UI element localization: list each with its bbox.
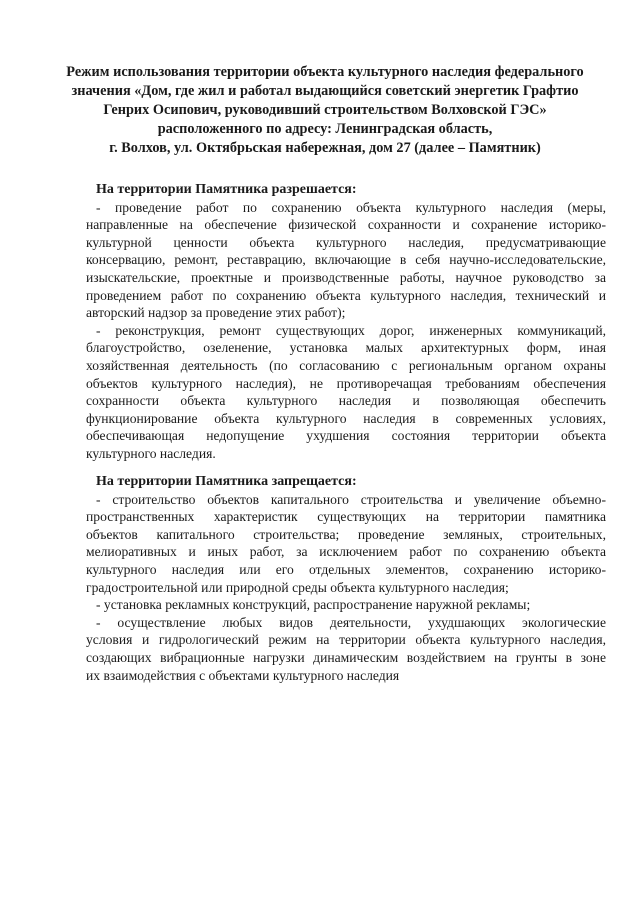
title-line: значения «Дом, где жил и работал выдающийся советский энергетик Графтио: [71, 83, 579, 99]
paragraph-line: консервацию, ремонт, реставрацию, включающие в себя научно-исследовательские,: [86, 252, 606, 268]
allowed-paragraphs: [86, 199, 606, 463]
paragraph-line: авторский надзор за проведение этих работ);: [86, 305, 346, 321]
prohibited-section: [86, 473, 606, 684]
paragraph-line: градостроительной или природной среды объекта культурного наследия;: [86, 579, 509, 595]
paragraph-line: культурной ценности объекта культурного наследия, предусматривающие: [86, 234, 606, 250]
allowed-section: [86, 181, 606, 463]
prohibited-paragraphs: [86, 491, 606, 685]
paragraph-line: функционирование объекта культурного наследия в современных условиях,: [86, 410, 606, 426]
paragraph-line: направленные на обеспечение физической сохранности и сохранение историко-: [86, 217, 606, 233]
paragraph-line: - реконструкция, ремонт существующих дорог, инженерных коммуникаций,: [96, 322, 606, 338]
paragraph-line: культурного наследия или его отдельных элементов, сохранению историко-: [86, 561, 606, 577]
paragraph-line: объектов культурного наследия), не противоречащая требованиям обеспечения: [86, 375, 606, 391]
allowed-heading: На территории Памятника разрешается:: [96, 182, 357, 197]
document-title: [60, 63, 590, 158]
title-line: расположенного по адресу: Ленинградская область,: [157, 121, 493, 137]
paragraph: [86, 596, 606, 614]
paragraph: [86, 491, 606, 597]
paragraph-line: создающих вибрационные нагрузки динамическим воздействием на грунты в зоне: [86, 649, 606, 665]
paragraph-line: хозяйственная деятельность (по согласованию с региональным органом охраны: [86, 357, 606, 373]
paragraph-line: мелиоративных и иных работ, за исключением работ по сохранению объекта: [86, 544, 606, 560]
paragraph-line: объектов капитального строительства; проведение земляных, строительных,: [86, 526, 606, 542]
paragraph-line: - установка рекламных конструкций, распространение наружной рекламы;: [96, 597, 531, 613]
title-line: Режим использования территории объекта культурного наследия федерального: [66, 64, 584, 80]
paragraph-line: - осуществление любых видов деятельности, ухудшающих экологические: [96, 614, 606, 630]
paragraph-line: их взаимодействия с объектами культурного наследия: [86, 667, 400, 683]
title-line: Генрих Осипович, руководивший строительством Волховской ГЭС»: [103, 102, 547, 118]
title-line: г. Волхов, ул. Октябрьская набережная, дом 27 (далее – Памятник): [109, 140, 541, 156]
prohibited-heading: На территории Памятника запрещается:: [96, 474, 357, 489]
paragraph-line: - строительство объектов капитального строительства и увеличение объемно-: [96, 491, 606, 507]
paragraph-line: изыскательские, проектные и производственные работы, научное руководство за: [86, 269, 606, 285]
paragraph-line: условия и гидрологический режим на территории объекта культурного наследия,: [86, 632, 606, 648]
paragraph-line: - проведение работ по сохранению объекта культурного наследия (меры,: [96, 199, 606, 215]
paragraph: [86, 199, 606, 322]
paragraph-line: культурного наследия.: [86, 445, 216, 461]
paragraph-line: благоустройство, озеленение, установка малых архитектурных форм, иная: [86, 340, 606, 356]
paragraph-line: сохранности объекта культурного наследия и позволяющая обеспечить: [86, 393, 606, 409]
paragraph-line: проведением работ по сохранению объекта культурного наследия, технический и: [86, 287, 606, 303]
paragraph: [86, 614, 606, 684]
paragraph-line: пространственных характеристик существующих на территории памятника: [86, 509, 606, 525]
paragraph: [86, 322, 606, 463]
paragraph-line: обеспечивающая недопущение ухудшения состояния территории объекта: [86, 428, 606, 444]
